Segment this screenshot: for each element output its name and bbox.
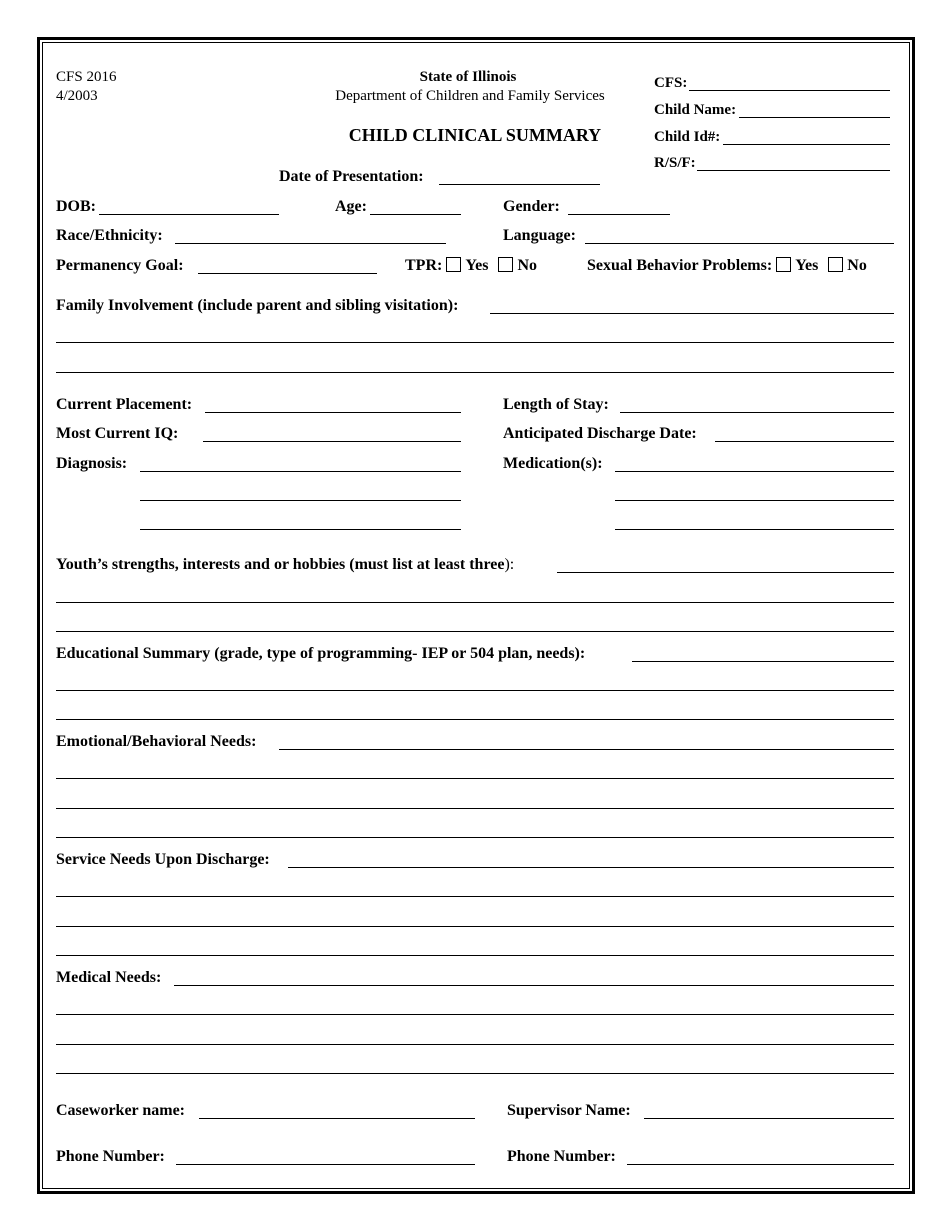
emotional-behavioral-line-4[interactable] bbox=[56, 837, 894, 838]
length-of-stay-field[interactable] bbox=[620, 412, 894, 413]
family-involvement-line-3[interactable] bbox=[56, 372, 894, 373]
caseworker-name-label: Caseworker name: bbox=[56, 1102, 186, 1119]
service-needs-line-4[interactable] bbox=[56, 955, 894, 956]
sexual-behavior-no-checkbox[interactable] bbox=[828, 257, 843, 272]
caseworker-name-field[interactable] bbox=[199, 1118, 475, 1119]
diagnosis-field-1[interactable] bbox=[140, 471, 461, 472]
gender-label: Gender: bbox=[503, 198, 560, 215]
dob-label: DOB: bbox=[56, 198, 96, 215]
language-label: Language: bbox=[503, 227, 576, 244]
service-needs-label: Service Needs Upon Discharge: bbox=[56, 851, 270, 868]
emotional-behavioral-field[interactable] bbox=[279, 749, 894, 750]
service-needs-line-2[interactable] bbox=[56, 896, 894, 897]
child-id-field[interactable] bbox=[723, 144, 890, 145]
age-field[interactable] bbox=[370, 214, 461, 215]
department-name: Department of Children and Family Services bbox=[335, 88, 605, 104]
permanency-goal-label: Permanency Goal: bbox=[56, 257, 184, 274]
supervisor-phone-label: Phone Number: bbox=[507, 1148, 616, 1165]
tpr-no-label: No bbox=[517, 257, 537, 274]
family-involvement-label: Family Involvement (include parent and sibling visitation): bbox=[56, 297, 459, 314]
state-name: State of Illinois bbox=[419, 69, 517, 85]
strengths-label-group bbox=[56, 556, 514, 574]
length-of-stay-label: Length of Stay: bbox=[503, 396, 609, 413]
family-involvement-field[interactable] bbox=[490, 313, 894, 314]
educational-summary-label: Educational Summary (grade, type of programming- IEP or 504 plan, needs): bbox=[56, 645, 586, 662]
sexual-behavior-group bbox=[587, 257, 867, 275]
family-involvement-line-2[interactable] bbox=[56, 342, 894, 343]
tpr-yes-checkbox[interactable] bbox=[446, 257, 461, 272]
cfs-field[interactable] bbox=[689, 90, 890, 91]
medical-needs-label: Medical Needs: bbox=[56, 969, 162, 986]
most-current-iq-field[interactable] bbox=[203, 441, 461, 442]
tpr-yes-label: Yes bbox=[465, 257, 489, 274]
rsf-field[interactable] bbox=[697, 170, 890, 171]
emotional-behavioral-line-3[interactable] bbox=[56, 808, 894, 809]
educational-summary-line-2[interactable] bbox=[56, 690, 894, 691]
age-label: Age: bbox=[335, 198, 367, 215]
strengths-line-2[interactable] bbox=[56, 602, 894, 603]
race-ethnicity-field[interactable] bbox=[175, 243, 446, 244]
caseworker-phone-label: Phone Number: bbox=[56, 1148, 165, 1165]
date-of-presentation-field[interactable] bbox=[439, 184, 600, 185]
emotional-behavioral-line-2[interactable] bbox=[56, 778, 894, 779]
sexual-behavior-yes-label: Yes bbox=[795, 257, 819, 274]
medications-field-3[interactable] bbox=[615, 529, 894, 530]
anticipated-discharge-date-label: Anticipated Discharge Date: bbox=[503, 425, 697, 442]
anticipated-discharge-date-field[interactable] bbox=[715, 441, 894, 442]
child-name-label: Child Name: bbox=[654, 102, 737, 118]
medical-needs-line-2[interactable] bbox=[56, 1014, 894, 1015]
sexual-behavior-no-label: No bbox=[847, 257, 867, 274]
date-of-presentation-label: Date of Presentation: bbox=[279, 168, 424, 185]
most-current-iq-label: Most Current IQ: bbox=[56, 425, 179, 442]
form-date: 4/2003 bbox=[56, 88, 98, 104]
tpr-label: TPR: bbox=[405, 257, 443, 274]
service-needs-field[interactable] bbox=[288, 867, 894, 868]
child-id-label: Child Id#: bbox=[654, 129, 721, 145]
diagnosis-field-3[interactable] bbox=[140, 529, 461, 530]
current-placement-field[interactable] bbox=[205, 412, 461, 413]
language-field[interactable] bbox=[585, 243, 894, 244]
medications-field-2[interactable] bbox=[615, 500, 894, 501]
cfs-label: CFS: bbox=[654, 75, 688, 91]
educational-summary-line-3[interactable] bbox=[56, 719, 894, 720]
diagnosis-field-2[interactable] bbox=[140, 500, 461, 501]
educational-summary-field[interactable] bbox=[632, 661, 894, 662]
medical-needs-line-4[interactable] bbox=[56, 1073, 894, 1074]
dob-field[interactable] bbox=[99, 214, 279, 215]
medical-needs-field[interactable] bbox=[174, 985, 894, 986]
child-name-field[interactable] bbox=[739, 117, 890, 118]
sexual-behavior-yes-checkbox[interactable] bbox=[776, 257, 791, 272]
strengths-label-suffix: ): bbox=[504, 556, 515, 573]
form-number: CFS 2016 bbox=[56, 69, 117, 85]
supervisor-phone-field[interactable] bbox=[627, 1164, 894, 1165]
emotional-behavioral-label: Emotional/Behavioral Needs: bbox=[56, 733, 257, 750]
rsf-label: R/S/F: bbox=[654, 155, 696, 171]
current-placement-label: Current Placement: bbox=[56, 396, 193, 413]
caseworker-phone-field[interactable] bbox=[176, 1164, 475, 1165]
service-needs-line-3[interactable] bbox=[56, 926, 894, 927]
medications-field-1[interactable] bbox=[615, 471, 894, 472]
diagnosis-label: Diagnosis: bbox=[56, 455, 128, 472]
tpr-group bbox=[405, 257, 537, 275]
race-ethnicity-label: Race/Ethnicity: bbox=[56, 227, 163, 244]
medications-label: Medication(s): bbox=[503, 455, 603, 472]
form-title: CHILD CLINICAL SUMMARY bbox=[348, 125, 602, 145]
medical-needs-line-3[interactable] bbox=[56, 1044, 894, 1045]
supervisor-name-label: Supervisor Name: bbox=[507, 1102, 631, 1119]
strengths-field[interactable] bbox=[557, 572, 894, 573]
permanency-goal-field[interactable] bbox=[198, 273, 377, 274]
tpr-no-checkbox[interactable] bbox=[498, 257, 513, 272]
strengths-label: Youth’s strengths, interests and or hobbies (must list at least three bbox=[56, 556, 505, 573]
sexual-behavior-label: Sexual Behavior Problems: bbox=[587, 257, 773, 274]
supervisor-name-field[interactable] bbox=[644, 1118, 894, 1119]
gender-field[interactable] bbox=[568, 214, 670, 215]
strengths-line-3[interactable] bbox=[56, 631, 894, 632]
